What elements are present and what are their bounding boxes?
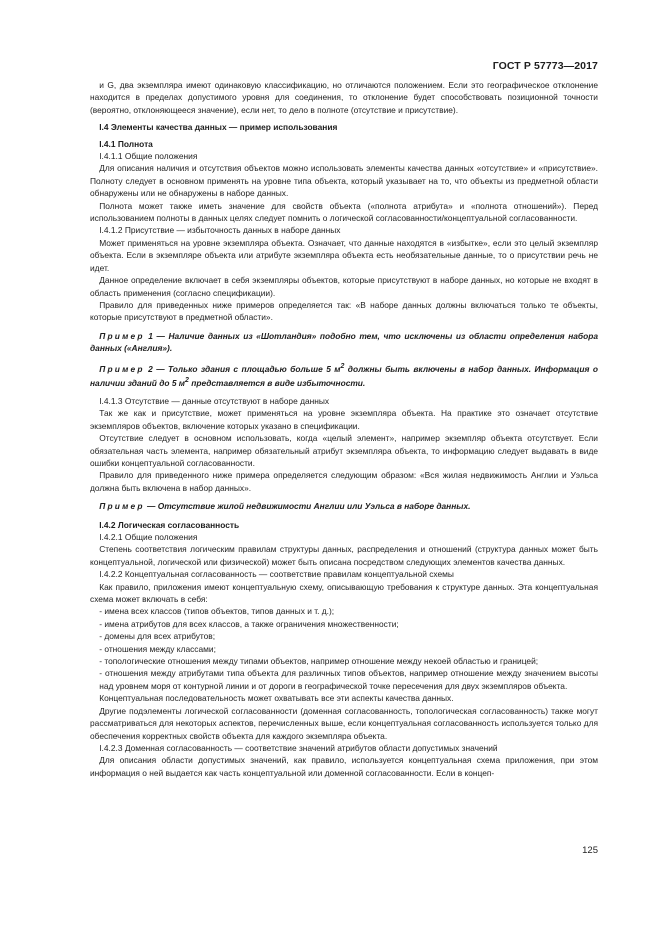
paragraph: Полнота может также иметь значение для свойств объекта («полнота атрибута» и «полнота отношений»). Перед использованием полноты в данных целях следует помнить о логической согласованности/концептуальной согласованности. [90,200,598,224]
clause-title: I.4.2.1 Общие положения [99,532,198,542]
paragraph: Другие подэлементы логической согласованности (доменная согласованность, топологическая согласованность) также могут рассматриваться для некоторых аспектов, перечисленных выше, если концептуальная согласованность используется только для обеспечения корректных свойств объекта для каждого экземпляра объекта. [90,705,598,741]
example-text: представляется в виде избыточности. [188,377,366,388]
subsection-heading: I.4.2 Логическая согласованность [99,519,240,530]
paragraph: Для описания области допустимых значений, как правило, используется концептуальная схема приложения, при этом информация о ней выдается как часть концептуальной или доменной согласованности. Если в концеп- [90,755,598,778]
example-3 [90,500,598,512]
example-text: 1 — Наличие данных из «Шотландия» подобно тем, что исключены из области определения набора данных («Англия»). [90,330,598,354]
list-item: - отношения между классами; [99,643,216,654]
paragraph: Может применяться на уровне экземпляра объекта. Означает, что данные находятся в «избытке», если это целый экземпляр объекта. Если в экземпляре объекта или атрибуте экземпляра объекта есть необязательные данные, то о присутствии речь не идет. [90,237,598,273]
list-item: - отношения между атрибутами типа объекта для различных типов объектов, например отношение между значением высоты над уровнем моря от контурной линии и от дороги в географической точке пересечения для двух экземпляров объекта. [99,668,598,691]
section-heading: I.4 Элементы качества данных — пример использования [99,121,338,132]
superscript: 2 [185,376,189,384]
clause-title: I.4.2.3 Доменная согласованность — соответствие значений атрибутов области допустимых значений [99,742,498,753]
paragraph: Концептуальная последовательность может охватывать все эти аспекты качества данных. [99,693,454,704]
paragraph: Как правило, приложения имеют концептуальную схему, описывающую требования к структуре данных. Эта концептуальная схема может включать в себя: [90,581,598,605]
list-item: - имена атрибутов для всех классов, а также ограничения множественности; [99,618,399,629]
example-label: Пример [99,330,145,341]
clause-title: I.4.1.3 Отсутствие — данные отсутствуют в наборе данных [99,395,330,406]
paragraph: Данное определение включает в себя экземпляры объектов, которые присутствуют в наборе данных, но которые не входят в область применения (согласно спецификации). [90,275,598,298]
example-label: Пример [99,363,145,374]
example-text: должны быть включены в набор данных. Информация о наличии зданий до 5 м [90,363,598,388]
example-text: 2 — Только здания с площадью больше 5 м [148,363,341,374]
paragraph: Отсутствие следует в основном использовать, когда «целый элемент», например экземпляр объекта отсутствует. Если обязательная часть элемента, например обязательный атрибут экземпляра объекта, то информацию следует выдавать в виде ошибки концептуальной согласованности. [90,433,598,468]
paragraph: и G, два экземпляра имеют одинаковую классификацию, но отличаются положением. Если это географическое отклонение находится в пределах допустимого уровня для соединения, то отклонение будет способствовать позиционной точности (вероятно, отклоняющееся значение), если нет, то дело в полноте (отсутствие и присутствие). [90,80,598,115]
paragraph: Для описания наличия и отсутствия объектов можно использовать элементы качества данных «отсутствие» и «присутствие». Полноту следует в основном применять на уровне типа объекта, который указывает на то, что объекты из предметной области обнаружены или не обнаружены в наборе данных. [90,163,598,199]
paragraph: Правило для приведенных ниже примеров определяется так: «В наборе данных должны включаться только те объекты, которые присутствуют в предметной области». [90,299,598,323]
list-item: - имена всех классов (типов объектов, типов данных и т. д.); [99,606,335,617]
list-item: - топологические отношения между типами объектов, например отношение между некоей областью и границей; [99,656,539,667]
clause-title: I.4.2.2 Концептуальная согласованность — соответствие правилам концептуальной схемы [99,569,454,580]
paragraph: Так же как и присутствие, может применяться на уровне экземпляра объекта. На практике это означает отсутствие экземпляров объектов, включение которых указано в спецификации. [90,408,598,431]
document-code: ГОСТ Р 57773—2017 [492,60,598,72]
list-item: - домены для всех атрибутов; [99,631,216,642]
example-1 [90,330,598,355]
example-label: Пример [99,501,145,512]
document-body [90,79,598,779]
subsection-heading: I.4.1 Полнота [99,138,153,149]
clause-title: I.4.1.2 Присутствие — избыточность данных в наборе данных [99,225,341,236]
example-text: — Отсутствие жилой недвижимости Англии или Уэльса в наборе данных. [144,501,471,512]
example-2 [90,361,598,389]
paragraph: Правило для приведенного ниже примера определяется следующим образом: «Вся жилая недвижимость Англии и Уэльса должна быть включена в набор данных». [90,470,598,493]
superscript: 2 [340,362,345,370]
clause-title: I.4.1.1 Общие положения [99,151,198,162]
paragraph: Степень соответствия логическим правилам структуры данных, распределения и отношений (структура данных может быть концептуальной, логической или физической) может быть описана посредством следующих элементов качества данных. [90,544,598,567]
page-number: 125 [582,845,598,856]
